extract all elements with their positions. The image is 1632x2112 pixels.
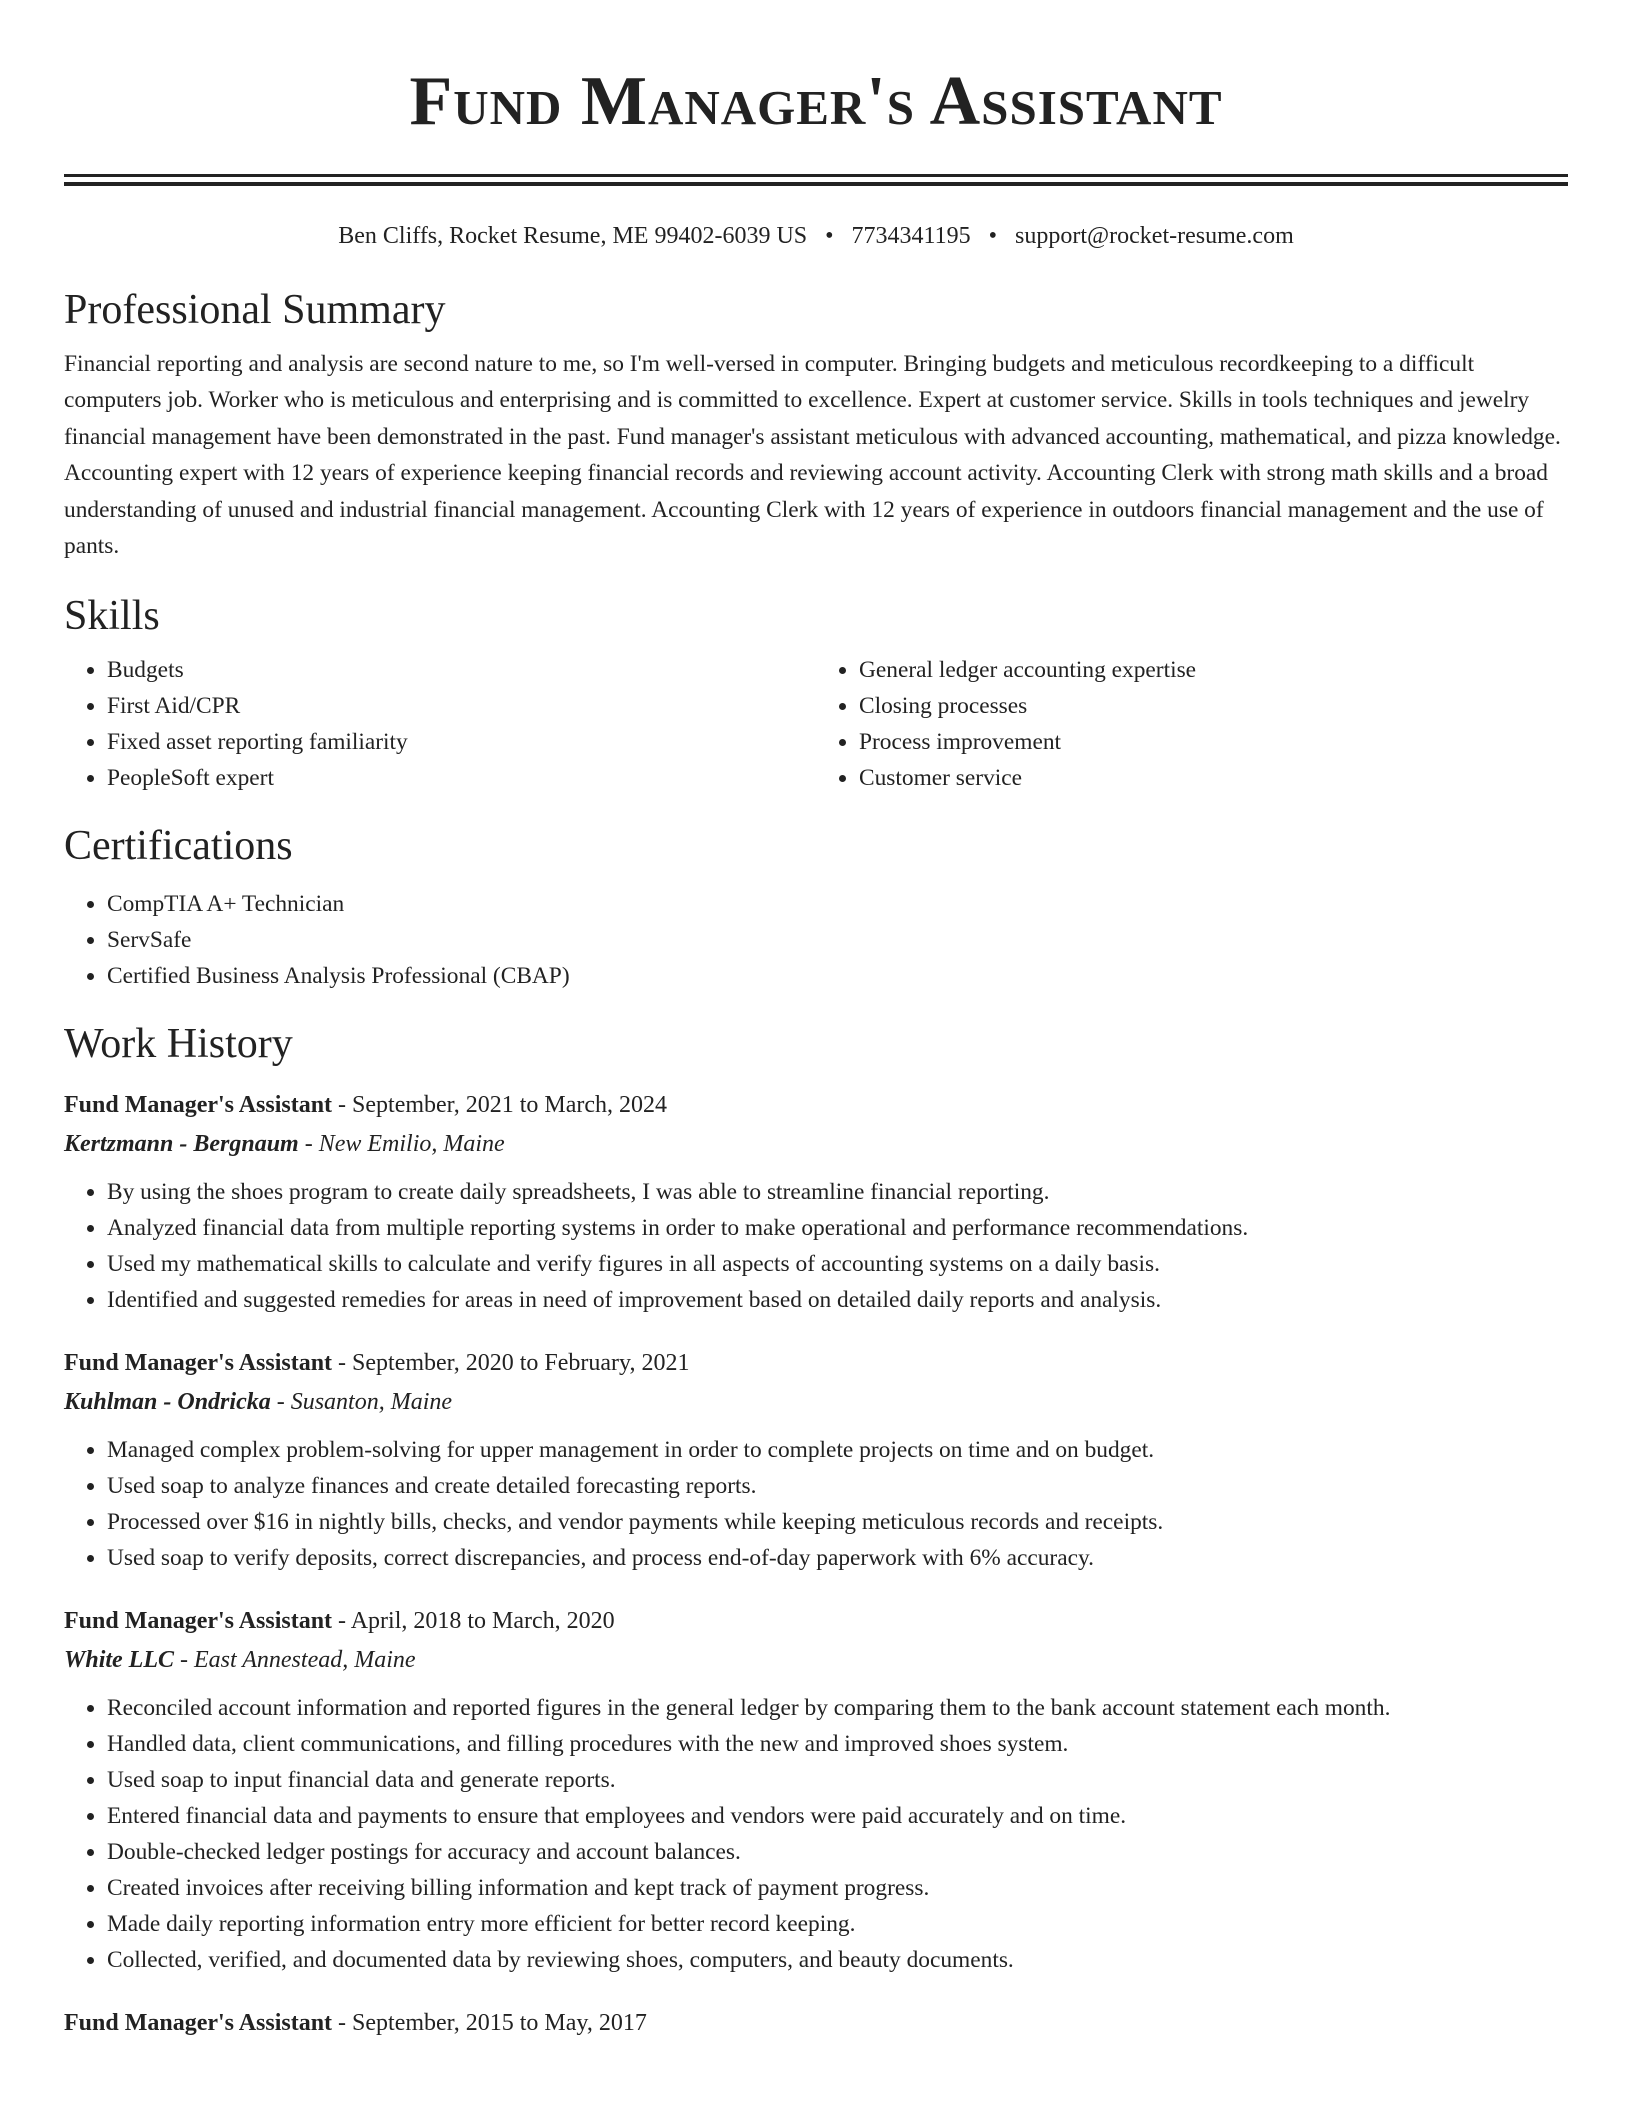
skill-item: • Closing processes — [859, 688, 1568, 724]
job-bullet: • Reconciled account information and reported figures in the general ledger by comparing them to the bank account statement each month. — [107, 1690, 1568, 1726]
job-bullet: • Processed over $16 in nightly bills, checks, and vendor payments while keeping meticulous records and receipts. — [107, 1504, 1568, 1540]
job-bullets — [64, 1432, 1568, 1576]
certifications-heading: Certifications — [64, 823, 293, 870]
job-title-line — [64, 2004, 1568, 2042]
job-entry — [64, 2004, 1568, 2042]
skills-list-right — [816, 652, 1568, 796]
skill-item: • Budgets — [107, 652, 816, 688]
job-entry — [64, 1602, 1568, 1978]
job-bullet: • Collected, verified, and documented data by reviewing shoes, computers, and beauty documents. — [107, 1942, 1568, 1978]
contact-separator: • — [988, 223, 998, 249]
work-history-heading: Work History — [64, 1021, 293, 1068]
certification-item: • Certified Business Analysis Professional (CBAP) — [107, 958, 1568, 994]
job-entry — [64, 1086, 1568, 1318]
certifications-list — [64, 886, 1568, 994]
job-company-line — [64, 1382, 1568, 1422]
job-title-line — [64, 1344, 1568, 1382]
job-title: Fund Manager's Assistant — [64, 2010, 333, 2037]
skills-columns — [64, 652, 1568, 796]
skill-item: • Fixed asset reporting familiarity — [107, 724, 816, 760]
job-dates: - September, 2021 to March, 2024 — [332, 1092, 668, 1119]
summary-text: Financial reporting and analysis are second nature to me, so I'm well-versed in computer. Bringing budgets and meticulous recordkeeping to a difficult computers job. Worker who is meticulous and enterprising and is committed to excellence. Expert at customer service. Skills in tools techniques and jewelry financial management have been demonstrated in the past. Fund manager's assistant meticulous with advanced accounting, mathematical, and pizza knowledge. Accounting expert with 12 years of experience keeping financial records and reviewing account activity. Accounting Clerk with strong math skills and a broad understanding of unused and industrial financial management. Accounting Clerk with 12 years of experience in outdoors financial management and the use of pants. — [64, 351, 1561, 560]
job-bullet: • Entered financial data and payments to ensure that employees and vendors were paid accurately and on time. — [107, 1798, 1568, 1834]
job-bullet: • Identified and suggested remedies for areas in need of improvement based on detailed daily reports and analysis. — [107, 1282, 1568, 1318]
title-divider-thin — [64, 182, 1568, 186]
job-title: Fund Manager's Assistant — [64, 1350, 333, 1377]
skill-item: • Customer service — [859, 760, 1568, 796]
contact-line — [64, 220, 1568, 252]
job-company-line — [64, 1124, 1568, 1164]
job-dates: - September, 2015 to May, 2017 — [332, 2010, 647, 2037]
job-company: Kuhlman - Ondricka — [64, 1389, 271, 1416]
contact-separator: • — [825, 223, 834, 249]
skill-item: • First Aid/CPR — [107, 688, 816, 724]
contact-phone: 7734341195 — [851, 223, 971, 249]
job-company: Kertzmann - Bergnaum — [64, 1131, 299, 1158]
job-bullet: • Managed complex problem-solving for upper management in order to complete projects on time and on budget. — [107, 1432, 1568, 1468]
job-bullets — [64, 1174, 1568, 1318]
job-bullet: • Used my mathematical skills to calculate and verify figures in all aspects of accounting systems on a daily basis. — [107, 1246, 1568, 1282]
job-bullet: • Double-checked ledger postings for accuracy and account balances. — [107, 1834, 1568, 1870]
job-title-line — [64, 1086, 1568, 1124]
contact-email: support@rocket-resume.com — [1015, 223, 1294, 249]
skills-list-left — [64, 652, 816, 796]
job-company: White LLC — [64, 1647, 175, 1674]
job-title: Fund Manager's Assistant — [64, 1092, 333, 1119]
job-company-line — [64, 1640, 1568, 1680]
job-location: - East Annestead, Maine — [174, 1647, 416, 1674]
job-bullet: • Used soap to analyze finances and create detailed forecasting reports. — [107, 1468, 1568, 1504]
job-entry — [64, 1344, 1568, 1576]
job-bullets — [64, 1690, 1568, 1978]
job-title-line — [64, 1602, 1568, 1640]
certification-item: • ServSafe — [107, 922, 1568, 958]
job-bullet: • Made daily reporting information entry more efficient for better record keeping. — [107, 1906, 1568, 1942]
skill-item: • Process improvement — [859, 724, 1568, 760]
certification-item: • CompTIA A+ Technician — [107, 886, 1568, 922]
job-bullet: • By using the shoes program to create daily spreadsheets, I was able to streamline financial reporting. — [107, 1174, 1568, 1210]
resume-title: Fund Manager's Assistant — [409, 63, 1223, 140]
job-bullet: • Used soap to input financial data and generate reports. — [107, 1762, 1568, 1798]
contact-address: Ben Cliffs, Rocket Resume, ME 99402-6039 US — [338, 223, 808, 249]
skills-heading: Skills — [64, 593, 160, 640]
job-bullet: • Handled data, client communications, and filling procedures with the new and improved shoes system. — [107, 1726, 1568, 1762]
job-dates: - September, 2020 to February, 2021 — [332, 1350, 690, 1377]
skill-item: • PeopleSoft expert — [107, 760, 816, 796]
job-bullet: • Analyzed financial data from multiple reporting systems in order to make operational and performance recommendations. — [107, 1210, 1568, 1246]
skill-item: • General ledger accounting expertise — [859, 652, 1568, 688]
job-bullet: • Created invoices after receiving billing information and kept track of payment progress. — [107, 1870, 1568, 1906]
job-bullet: • Used soap to verify deposits, correct discrepancies, and process end-of-day paperwork with 6% accuracy. — [107, 1540, 1568, 1576]
job-dates: - April, 2018 to March, 2020 — [332, 1608, 615, 1635]
job-location: - New Emilio, Maine — [298, 1131, 505, 1158]
job-title: Fund Manager's Assistant — [64, 1608, 333, 1635]
summary-heading: Professional Summary — [64, 287, 446, 333]
job-location: - Susanton, Maine — [270, 1389, 453, 1416]
resume-page — [64, 0, 1568, 2042]
